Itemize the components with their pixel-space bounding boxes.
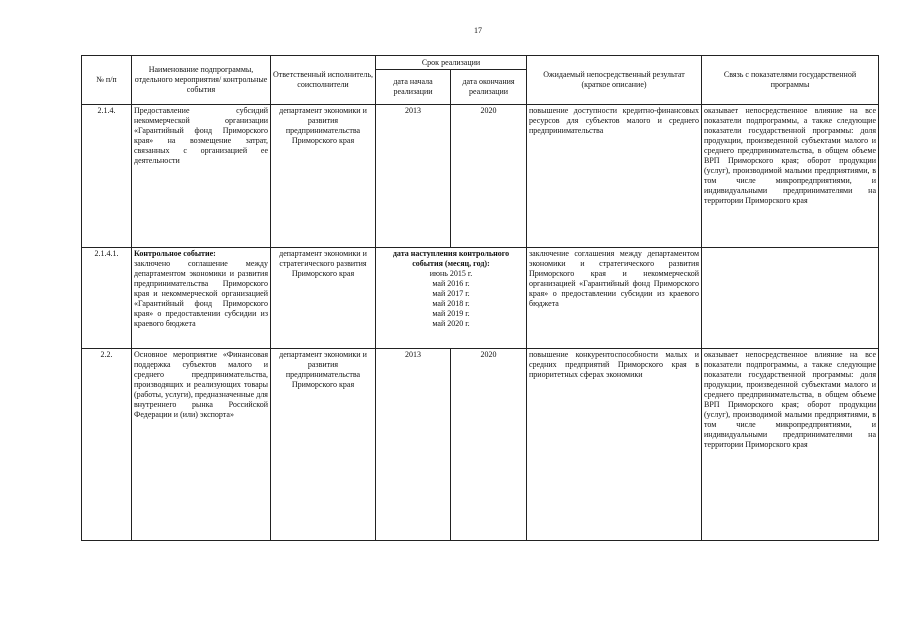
row-num: 2.2.: [82, 349, 132, 541]
header-period: Срок реализации: [376, 56, 527, 70]
row-num: 2.1.4.1.: [82, 248, 132, 349]
event-date: май 2020 г.: [432, 319, 470, 328]
row-link: оказывает непосредственное влияние на все показатели подпрограммы, а также следующие показатели государственной программы: доля продукции, произведенной субъектами малого и среднего предпринимательства, в общем объеме ВРП Приморского края; оборот продукции (услуг), производимой малыми предприятиями, в том числе микропредприятиями, и индивидуальными предпринимателями на территории Приморского края: [702, 105, 879, 248]
event-date: май 2016 г.: [432, 279, 470, 288]
header-link: Связь с показателями государственной программы: [702, 56, 879, 105]
row-name: заключено соглашение между департаментом экономики и развития предпринимательства Приморского края и некоммерческой организацией «Гарантийный фонд Приморского края» о предоставлении субсидии из краевого бюджета: [134, 259, 268, 328]
header-responsible: Ответственный исполнитель, соисполнители: [271, 56, 376, 105]
row-start: 2013: [376, 349, 451, 541]
table-row: [82, 248, 879, 349]
row-start: 2013: [376, 105, 451, 248]
row-name: Основное мероприятие «Финансовая поддержка субъектов малого и среднего предпринимательства, производящих и реализующих товары (работы, услуги), предназначенные для внутреннего рынка Российской Федерации и (или) экспорта»: [132, 349, 271, 541]
row-num: 2.1.4.: [82, 105, 132, 248]
event-date: май 2018 г.: [432, 299, 470, 308]
page-number: 17: [474, 26, 482, 35]
row-responsible: департамент экономики и развития предпринимательства Приморского края: [271, 349, 376, 541]
row-responsible: департамент экономики и развития предпринимательства Приморского края: [271, 105, 376, 248]
row-result: повышение доступности кредитно-финансовых ресурсов для субъектов малого и среднего предпринимательства: [527, 105, 702, 248]
header-result: Ожидаемый непосредственный результат (краткое описание): [527, 56, 702, 105]
table-row: [82, 105, 879, 248]
row-responsible: департамент экономики и стратегического развития Приморского края: [271, 248, 376, 349]
row-name: Предоставление субсидий некоммерческой организации «Гарантийный фонд Приморского края» на возмещение затрат, связанных с организацией ее деятельности: [132, 105, 271, 248]
program-table: [81, 55, 879, 541]
row-result: повышение конкурентоспособности малых и средних предприятий Приморского края в приоритетных сферах экономики: [527, 349, 702, 541]
event-title: дата наступления контрольного события (месяц, год):: [392, 249, 510, 268]
header-num: № п/п: [82, 56, 132, 105]
row-result: заключение соглашения между департаментом экономики и стратегического развития Приморского края и некоммерческой организацией «Гарантийный фонд Приморского края» о предоставлении субсидии из краевого бюджета: [527, 248, 702, 349]
table-row: [82, 349, 879, 541]
header-name: Наименование подпрограммы, отдельного мероприятия/ контрольные события: [132, 56, 271, 105]
row-end: 2020: [451, 349, 527, 541]
event-date: май 2017 г.: [432, 289, 470, 298]
row-end: 2020: [451, 105, 527, 248]
event-dates-cell: [376, 248, 527, 349]
row-link: оказывает непосредственное влияние на все показатели подпрограммы, а также следующие показатели государственной программы: доля продукции, произведенной субъектами малого и среднего предпринимательства, в общем объеме ВРП Приморского края; оборот продукции (услуг), производимой малыми предприятиями, в том числе микропредприятиями, и индивидуальными предпринимателями на территории Приморского края: [702, 349, 879, 541]
row-link: [702, 248, 879, 349]
event-date: июнь 2015 г.: [429, 269, 473, 278]
header-end: дата окончания реализации: [451, 70, 527, 105]
control-event-label: Контрольное событие:: [134, 249, 216, 258]
event-date: май 2019 г.: [432, 309, 470, 318]
header-start: дата начала реализации: [376, 70, 451, 105]
row-name-cell: [132, 248, 271, 349]
